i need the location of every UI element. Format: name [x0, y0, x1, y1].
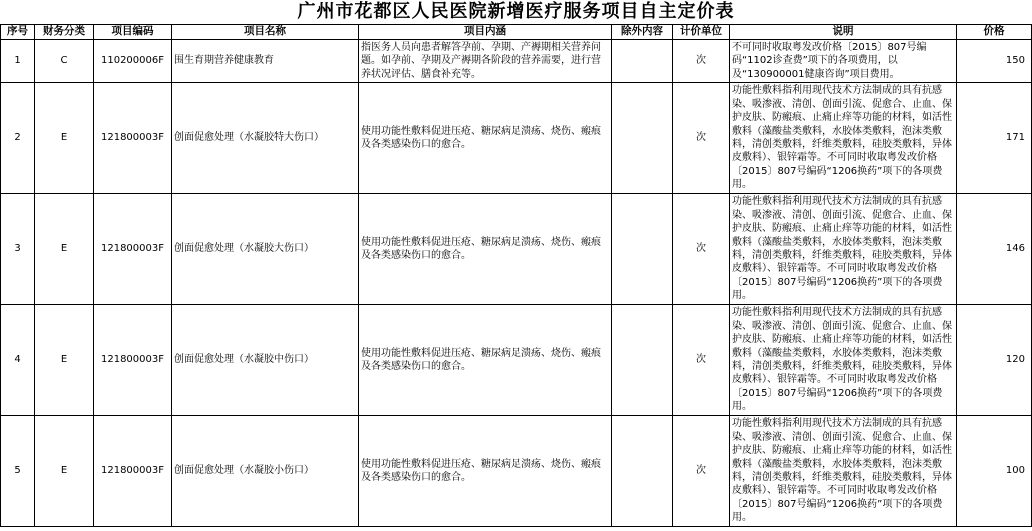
- cell-no: 4: [1, 305, 35, 416]
- cell-excluded: [612, 194, 673, 305]
- cell-unit: 次: [673, 416, 730, 527]
- cell-note: 功能性敷料指利用现代技术方法制成的具有抗感染、吸渗液、清创、创面引流、促愈合、止血、保护皮肤、防瘢痕、止痛止痒等功能的材料，如活性敷料（藻酸盐类敷料，水胶体类敷料，泡沫类敷料，清创类敷料，纤维类敷料，硅胶类敷料，异体皮敷料）、银锌霜等。不可同时收取粤发改价格〔2015〕807号编码“1206换药”项下的各项费用。: [730, 83, 957, 194]
- cell-note: 功能性敷料指利用现代技术方法制成的具有抗感染、吸渗液、清创、创面引流、促愈合、止血、保护皮肤、防瘢痕、止痛止痒等功能的材料，如活性敷料（藻酸盐类敷料，水胶体类敷料，泡沫类敷料，清创类敷料，纤维类敷料，硅胶类敷料，异体皮敷料）、银锌霜等。不可同时收取粤发改价格〔2015〕807号编码“1206换药”项下的各项费用。: [730, 305, 957, 416]
- header-code: 项目编码: [94, 25, 172, 40]
- cell-no: 2: [1, 83, 35, 194]
- cell-unit: 次: [673, 305, 730, 416]
- pricing-table: [0, 24, 1032, 527]
- cell-no: 3: [1, 194, 35, 305]
- cell-excluded: [612, 305, 673, 416]
- cell-code: 121800003F: [94, 83, 172, 194]
- cell-name: 围生育期营养健康教育: [172, 40, 359, 83]
- cell-code: 121800003F: [94, 194, 172, 305]
- table-row: [1, 194, 1032, 305]
- cell-price: 171: [957, 83, 1032, 194]
- table-row: [1, 416, 1032, 527]
- cell-unit: 次: [673, 194, 730, 305]
- header-content: 项目内涵: [359, 25, 612, 40]
- cell-code: 121800003F: [94, 416, 172, 527]
- table-row: [1, 305, 1032, 416]
- cell-code: 110200006F: [94, 40, 172, 83]
- table-row: [1, 83, 1032, 194]
- cell-excluded: [612, 416, 673, 527]
- header-category: 财务分类: [35, 25, 94, 40]
- table-row: [1, 40, 1032, 83]
- cell-content: 使用功能性敷料促进压疮、糖尿病足溃疡、烧伤、瘢痕及各类感染伤口的愈合。: [359, 305, 612, 416]
- cell-no: 5: [1, 416, 35, 527]
- cell-price: 150: [957, 40, 1032, 83]
- cell-price: 100: [957, 416, 1032, 527]
- cell-name: 创面促愈处理（水凝胶大伤口）: [172, 194, 359, 305]
- cell-content: 使用功能性敷料促进压疮、糖尿病足溃疡、烧伤、瘢痕及各类感染伤口的愈合。: [359, 416, 612, 527]
- cell-excluded: [612, 83, 673, 194]
- header-excluded: 除外内容: [612, 25, 673, 40]
- header-unit: 计价单位: [673, 25, 730, 40]
- cell-price: 120: [957, 305, 1032, 416]
- cell-name: 创面促愈处理（水凝胶小伤口）: [172, 416, 359, 527]
- cell-category: E: [35, 83, 94, 194]
- cell-content: 使用功能性敷料促进压疮、糖尿病足溃疡、烧伤、瘢痕及各类感染伤口的愈合。: [359, 194, 612, 305]
- table-header-row: [1, 25, 1032, 40]
- cell-price: 146: [957, 194, 1032, 305]
- cell-category: E: [35, 194, 94, 305]
- page-title: 广州市花都区人民医院新增医疗服务项目自主定价表: [297, 1, 735, 22]
- header-price: 价格: [957, 25, 1032, 40]
- cell-note: 功能性敷料指利用现代技术方法制成的具有抗感染、吸渗液、清创、创面引流、促愈合、止血、保护皮肤、防瘢痕、止痛止痒等功能的材料，如活性敷料（藻酸盐类敷料，水胶体类敷料，泡沫类敷料，清创类敷料，纤维类敷料，硅胶类敷料，异体皮敷料）、银锌霜等。不可同时收取粤发改价格〔2015〕807号编码“1206换药”项下的各项费用。: [730, 416, 957, 527]
- header-name: 项目名称: [172, 25, 359, 40]
- cell-category: E: [35, 305, 94, 416]
- cell-content: 指医务人员向患者解答孕前、孕期、产褥期相关营养问题。如孕前、孕期及产褥期各阶段的营养需要，进行营养状况评估、膳食补充等。: [359, 40, 612, 83]
- cell-category: C: [35, 40, 94, 83]
- cell-code: 121800003F: [94, 305, 172, 416]
- cell-note: 不可同时收取粤发改价格〔2015〕807号编码“1102诊查费”项下的各项费用，以及“130900001健康咨询”项目费用。: [730, 40, 957, 83]
- cell-category: E: [35, 416, 94, 527]
- cell-no: 1: [1, 40, 35, 83]
- cell-unit: 次: [673, 40, 730, 83]
- header-no: 序号: [1, 25, 35, 40]
- cell-unit: 次: [673, 83, 730, 194]
- cell-name: 创面促愈处理（水凝胶中伤口）: [172, 305, 359, 416]
- cell-excluded: [612, 40, 673, 83]
- cell-content: 使用功能性敷料促进压疮、糖尿病足溃疡、烧伤、瘢痕及各类感染伤口的愈合。: [359, 83, 612, 194]
- header-note: 说明: [730, 25, 957, 40]
- cell-name: 创面促愈处理（水凝胶特大伤口）: [172, 83, 359, 194]
- cell-note: 功能性敷料指利用现代技术方法制成的具有抗感染、吸渗液、清创、创面引流、促愈合、止血、保护皮肤、防瘢痕、止痛止痒等功能的材料，如活性敷料（藻酸盐类敷料，水胶体类敷料，泡沫类敷料，清创类敷料，纤维类敷料，硅胶类敷料，异体皮敷料）、银锌霜等。不可同时收取粤发改价格〔2015〕807号编码“1206换药”项下的各项费用。: [730, 194, 957, 305]
